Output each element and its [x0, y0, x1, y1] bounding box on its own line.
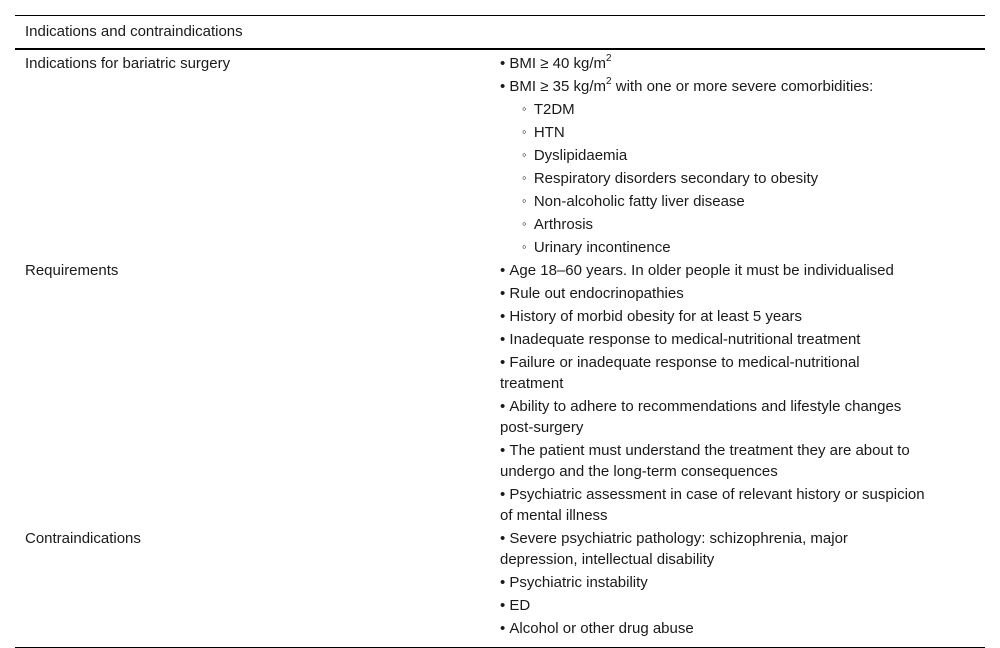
list-item: • Inadequate response to medical-nutritional treatment — [500, 329, 925, 350]
table-header-row — [15, 16, 985, 50]
list-item: • The patient must understand the treatment they are about to undergo and the long-term consequences — [500, 440, 925, 482]
list-item: • Age 18–60 years. In older people it must be individualised — [500, 260, 925, 281]
list-item: • Psychiatric instability — [500, 572, 925, 593]
row-label-requirements: Requirements — [25, 262, 119, 279]
list-item-text: BMI ≥ 40 kg/m — [509, 55, 607, 72]
list-item: • Rule out endocrinopathies — [500, 283, 925, 304]
sub-list-item: ◦ T2DM — [500, 99, 925, 120]
table-row-contraindications — [15, 528, 985, 648]
row-content-indications — [500, 49, 985, 260]
sub-list-item: ◦ HTN — [500, 122, 925, 143]
table-header: Indications and contraindications — [15, 16, 985, 50]
list-item — [500, 53, 925, 74]
row-label-contraindications: Contraindications — [15, 528, 500, 648]
row-label-indications: Indications for bariatric surgery — [25, 55, 231, 72]
sub-list-item: ◦ Non-alcoholic fatty liver disease — [500, 191, 925, 212]
indications-table — [15, 15, 985, 648]
superscript: 2 — [606, 53, 612, 64]
indications-table-container — [15, 15, 985, 648]
list-item: • Failure or inadequate response to medical-nutritional treatment — [500, 352, 925, 394]
sub-list-item: ◦ Respiratory disorders secondary to obesity — [500, 168, 925, 189]
list-item: • ED — [500, 595, 925, 616]
sub-list-item: ◦ Urinary incontinence — [500, 237, 925, 258]
list-item — [500, 76, 925, 97]
list-item-text: BMI ≥ 35 kg/m — [509, 78, 607, 95]
superscript: 2 — [606, 76, 612, 87]
list-item: • Alcohol or other drug abuse — [500, 618, 925, 639]
list-item: • Psychiatric assessment in case of relevant history or suspicion of mental illness — [500, 484, 925, 526]
table-row-requirements — [15, 260, 985, 528]
row-content-requirements — [500, 260, 985, 528]
list-item: • History of morbid obesity for at least 5 years — [500, 306, 925, 327]
list-item: • Ability to adhere to recommendations and lifestyle changes post-surgery — [500, 396, 925, 438]
list-item: • Severe psychiatric pathology: schizophrenia, major depression, intellectual disability — [500, 528, 925, 570]
row-content-contraindications — [500, 528, 985, 648]
table-row-indications — [15, 49, 985, 260]
sub-list-item: ◦ Dyslipidaemia — [500, 145, 925, 166]
list-item-text-after: with one or more severe comorbidities: — [611, 78, 874, 95]
sub-list-item: ◦ Arthrosis — [500, 214, 925, 235]
